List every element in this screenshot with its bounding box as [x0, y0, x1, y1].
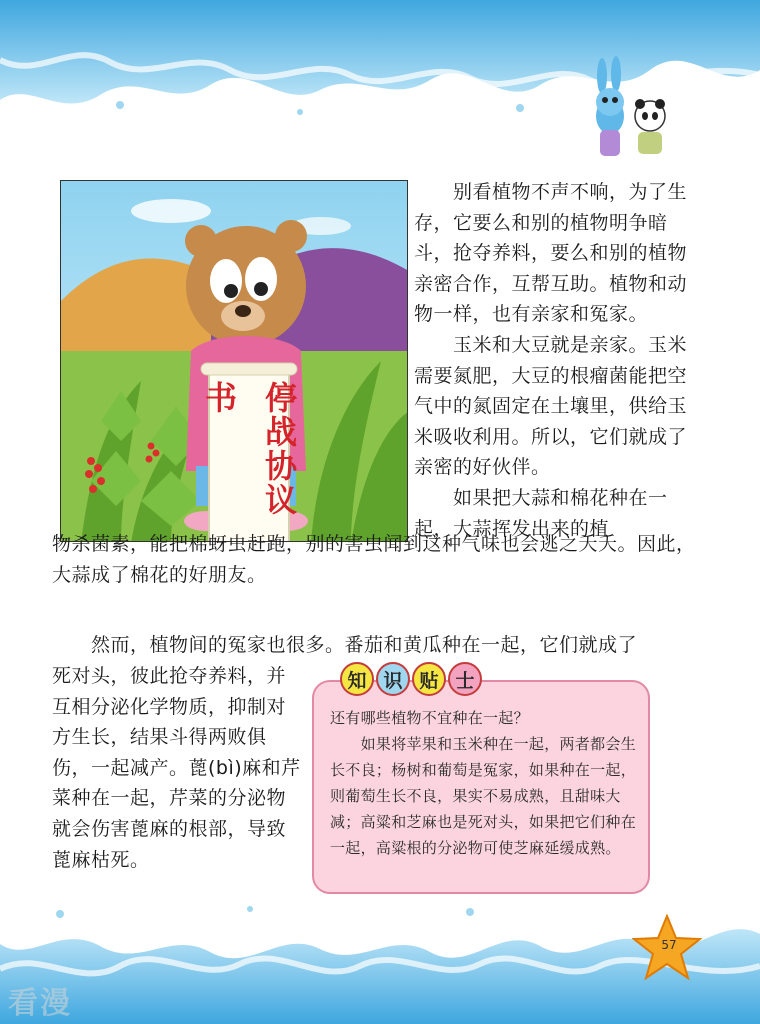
- knowledge-tip-text: 还有哪些植物不宜种在一起？ 如果将苹果和玉米种在一起，两者都会生长不良；杨树和葡萄是冤家，如果种在一起，则葡萄生长不良，果实不易成熟，且甜味大减；高粱和芝麻也是死对头，如果把它们种在一起，高粱根的分泌物可使芝麻延缓成熟。: [330, 709, 637, 857]
- paragraph-intro: 别看植物不声不响，为了生存，它要么和别的植物明争暗斗，抢夺养料，要么和别的植物亲密合作，互帮互助。植物和动物一样，也有亲家和冤家。 玉米和大豆就是亲家。玉米需要氮肥，大豆的根瘤菌能把空气中的氮固定在土壤里，供给玉米吸收利用。所以，它们就成了亲密的好伙伴。 如果把大蒜和棉花种在一起，大蒜挥发出来的植: [414, 181, 688, 540]
- page-number: 57: [661, 938, 677, 952]
- paragraph-garlic-cotton: 物杀菌素，能把棉蚜虫赶跑，别的害虫闻到这种气味也会逃之夭夭。因此，大蒜成了棉花的好朋友。: [52, 533, 696, 586]
- paragraph-enemies-intro: 然而，植物间的冤家也很多。番茄和黄瓜种在一起，它们就成了: [52, 634, 638, 656]
- tip-header-char-2: 识: [376, 662, 410, 696]
- mascot-characters: [572, 56, 682, 166]
- scroll-text-container: [200, 381, 298, 541]
- scroll-title-text: 停战协议书: [200, 381, 298, 517]
- watermark-text: 看漫: [8, 986, 72, 1021]
- tip-header-char-1: 知: [340, 662, 374, 696]
- cartoon-illustration: [60, 180, 408, 542]
- paragraph-enemies-detail: 死对头，彼此抢夺养料，并互相分泌化学物质，抑制对方生长，结果斗得两败俱伤，一起减产。蓖(bì)麻和芹菜种在一起，芹菜的分泌物就会伤害蓖麻的根部，导致蓖麻枯死。: [52, 665, 301, 871]
- tip-header-char-4: 士: [448, 662, 482, 696]
- knowledge-tip-header: [340, 662, 482, 698]
- tip-header-char-3: 贴: [412, 662, 446, 696]
